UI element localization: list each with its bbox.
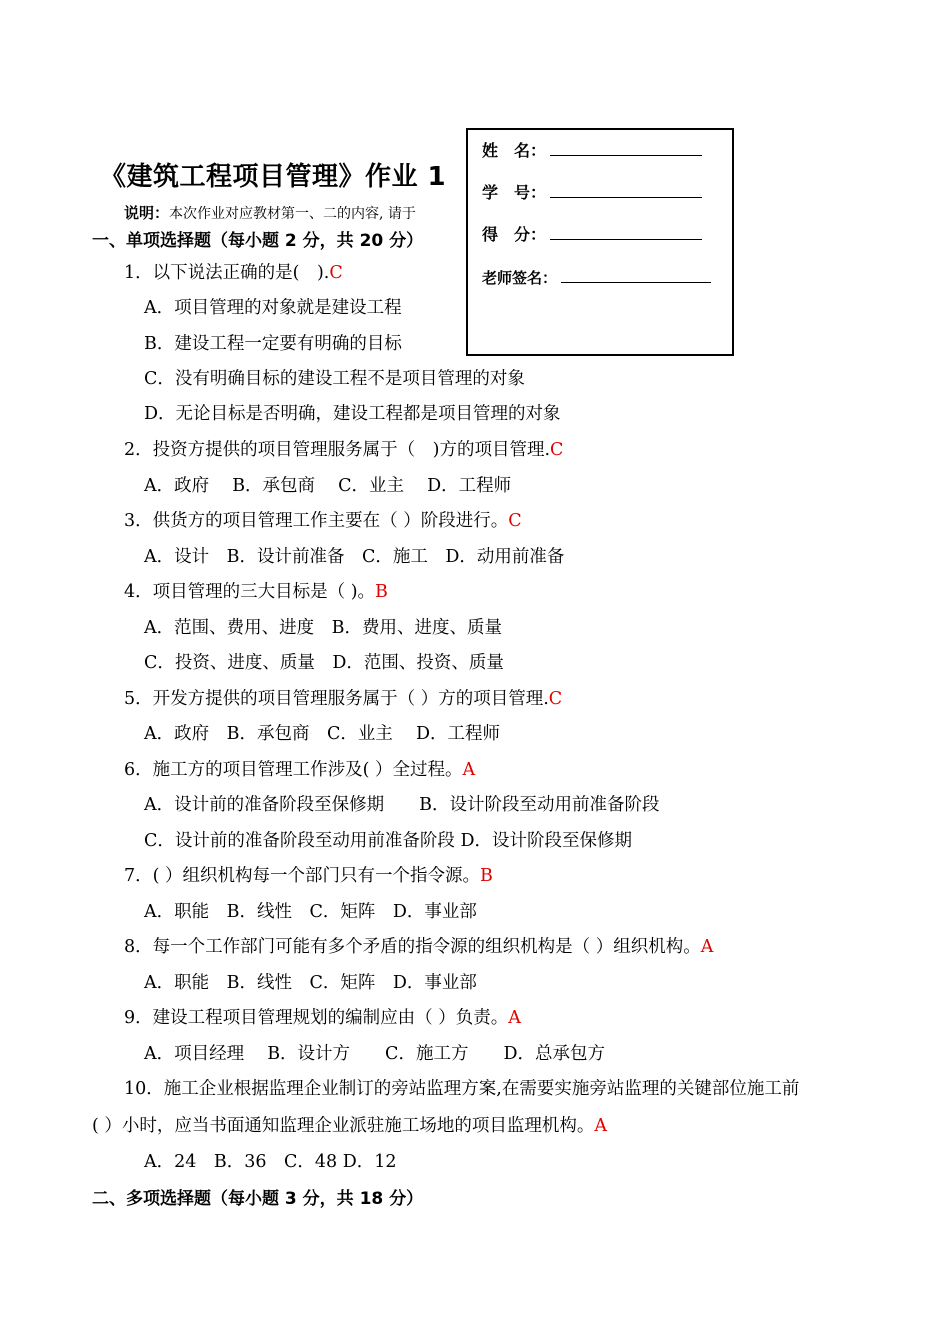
options: A．职能 B．线性 C．矩阵 D．事业部 <box>144 902 477 922</box>
option: C．设计前的准备阶段至动用前准备阶段 D．设计阶段至保修期 <box>144 831 632 851</box>
question-5: 5．开发方提供的项目管理服务属于（ ）方的项目管理.C <box>124 689 563 709</box>
score-label: 得 分： <box>482 225 547 244</box>
note-text: 本次作业对应教材第一、二的内容, 请于 <box>169 206 416 222</box>
option: C．投资、进度、质量 D．范围、投资、质量 <box>144 653 504 673</box>
question-3: 3．供货方的项目管理工作主要在（ ）阶段进行。C <box>124 511 522 531</box>
id-label: 学 号： <box>482 183 547 202</box>
option: A．设计前的准备阶段至保修期 B．设计阶段至动用前准备阶段 <box>144 795 660 815</box>
question-8: 8．每一个工作部门可能有多个矛盾的指令源的组织机构是（ ）组织机构。A <box>124 937 714 957</box>
answer-8: A <box>700 937 714 957</box>
answer-4: B <box>375 582 388 602</box>
answer-6: A <box>462 760 476 780</box>
answer-10: A <box>594 1116 608 1136</box>
question-10-line1: 10．施工企业根据监理企业制订的旁站监理方案,在需要实施旁站监理的关键部位施工前 <box>124 1079 800 1099</box>
option: C．没有明确目标的建设工程不是项目管理的对象 <box>144 369 525 389</box>
page-title: 《建筑工程项目管理》作业 1 <box>100 162 447 192</box>
question-2: 2．投资方提供的项目管理服务属于（ )方的项目管理.C <box>124 440 564 460</box>
question-7: 7．( ）组织机构每一个部门只有一个指令源。B <box>124 866 493 886</box>
question-6: 6．施工方的项目管理工作涉及( ）全过程。A <box>124 760 476 780</box>
id-field[interactable] <box>550 181 702 198</box>
answer-7: B <box>480 866 493 886</box>
note-label: 说明： <box>124 204 170 222</box>
answer-1: C <box>329 263 343 283</box>
question-10-line2: ( ）小时，应当书面通知监理企业派驻施工场地的项目监理机构。A <box>92 1116 608 1136</box>
option: A．范围、费用、进度 B．费用、进度、质量 <box>144 618 502 638</box>
options: A．项目经理 B．设计方 C．施工方 D．总承包方 <box>144 1044 605 1064</box>
teacher-signature-field[interactable] <box>561 266 711 283</box>
option: A．项目管理的对象就是建设工程 <box>144 298 402 318</box>
answer-9: A <box>508 1008 521 1028</box>
student-info-box <box>466 128 734 356</box>
question-4: 4．项目管理的三大目标是（ )。B <box>124 582 388 602</box>
option: D．无论目标是否明确，建设工程都是项目管理的对象 <box>144 404 561 424</box>
id-row <box>482 180 702 203</box>
options: A．政府 B．承包商 C．业主 D．工程师 <box>144 724 500 744</box>
teacher-row <box>482 266 711 288</box>
answer-3: C <box>508 511 522 531</box>
options: A．设计 B．设计前准备 C．施工 D．动用前准备 <box>144 547 565 567</box>
name-field[interactable] <box>550 139 702 156</box>
question-1: 1．以下说法正确的是( ).C <box>124 263 343 283</box>
options: A．24 B．36 C．48 D．12 <box>144 1152 397 1172</box>
section-single-choice: 一、单项选择题（每小题 2 分，共 20 分） <box>92 231 424 251</box>
options: A．职能 B．线性 C．矩阵 D．事业部 <box>144 973 477 993</box>
options: A．政府 B．承包商 C．业主 D．工程师 <box>144 476 512 496</box>
teacher-label: 老师签名： <box>482 269 558 287</box>
answer-2: C <box>550 440 564 460</box>
assignment-note <box>124 202 464 223</box>
section-multiple-choice: 二、多项选择题（每小题 3 分，共 18 分） <box>92 1189 424 1209</box>
name-row <box>482 138 702 161</box>
option: B．建设工程一定要有明确的目标 <box>144 334 402 354</box>
score-row <box>482 222 702 245</box>
score-field[interactable] <box>550 223 702 240</box>
question-9: 9．建设工程项目管理规划的编制应由（ ）负责。A <box>124 1008 521 1028</box>
name-label: 姓 名： <box>482 141 547 160</box>
answer-5: C <box>548 689 563 709</box>
